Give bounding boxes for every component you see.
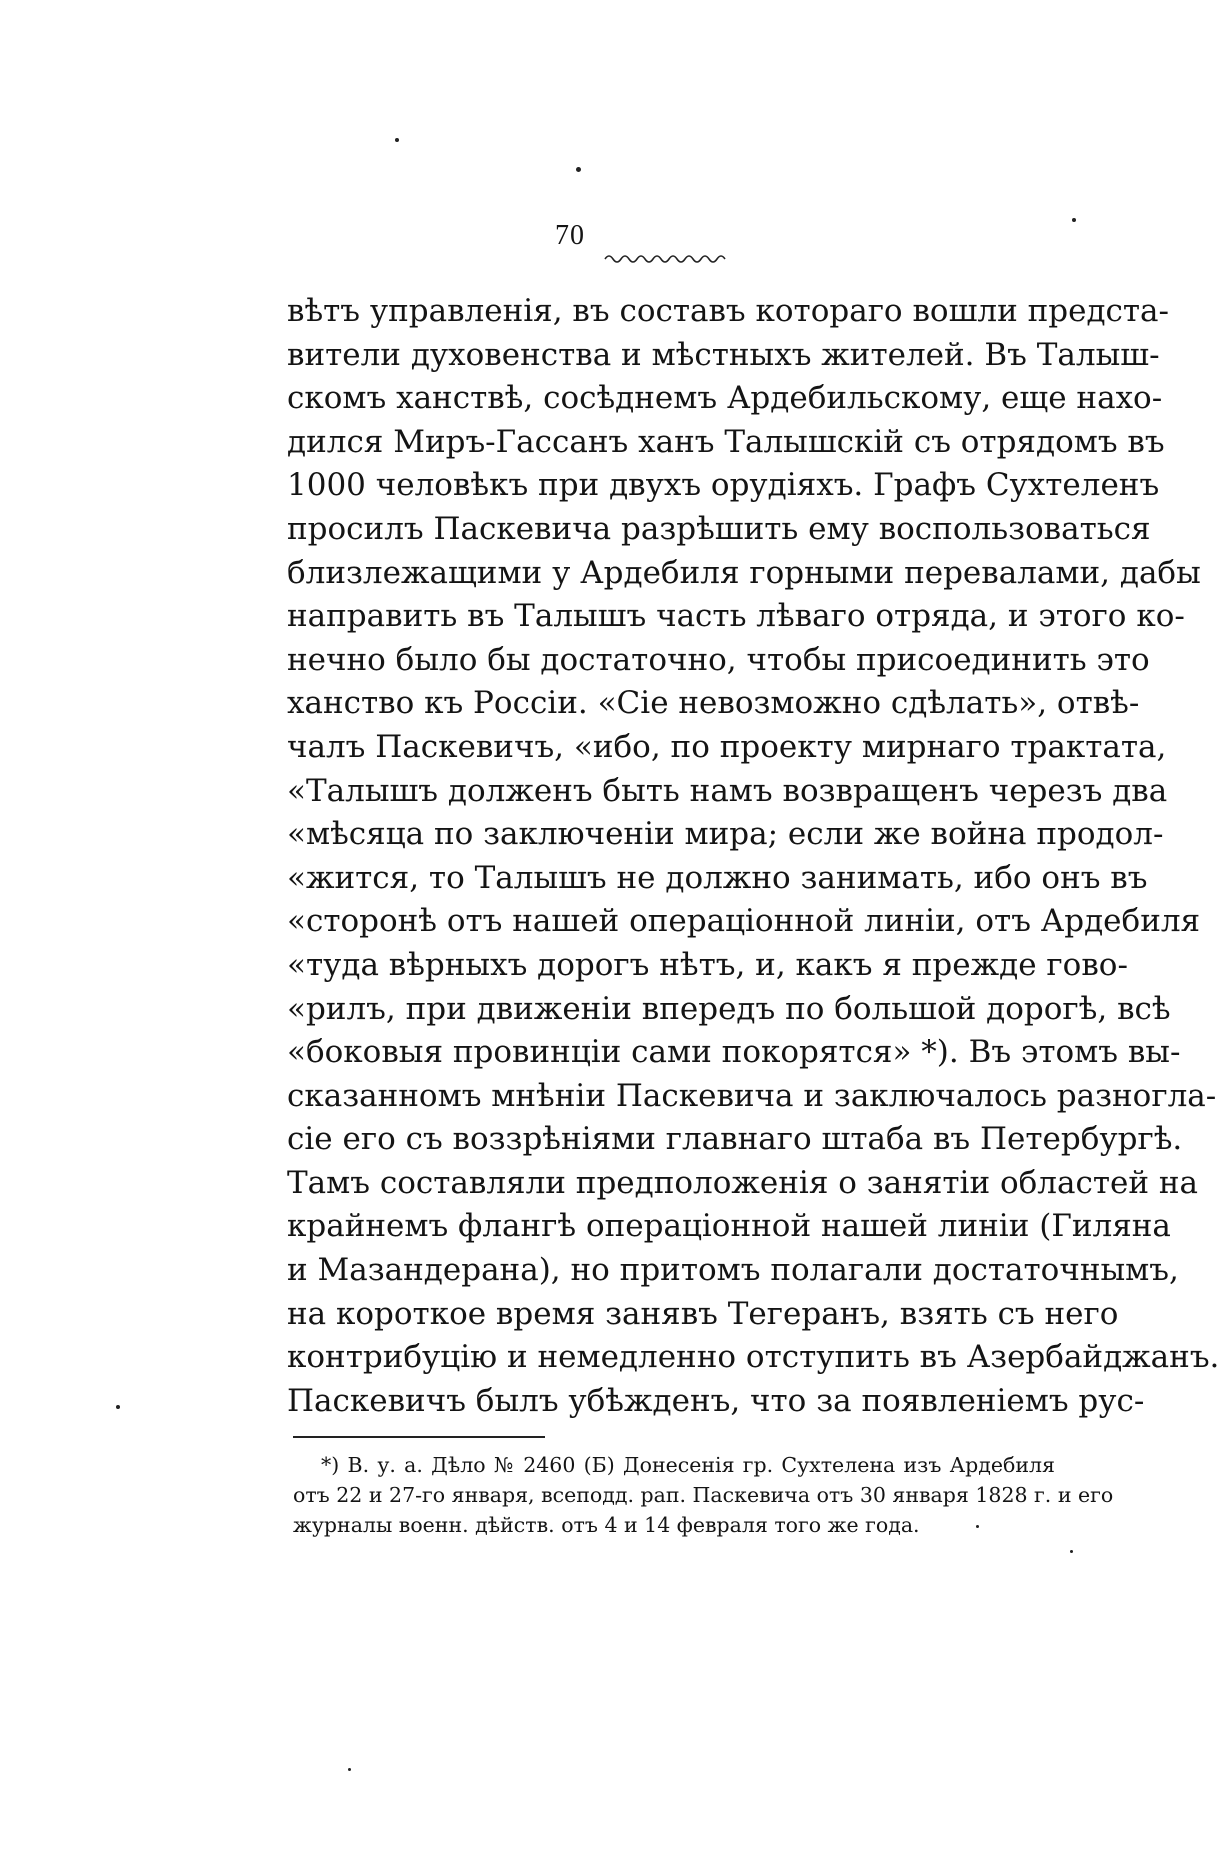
wavy-ornament — [603, 250, 727, 264]
body-line: вѣтъ управленія, въ составъ котораго вошли предста- — [287, 293, 1170, 329]
body-line: нечно было бы достаточно, чтобы присоединить это — [287, 641, 1150, 678]
body-line: и Мазандерана), но притомъ полагали достаточнымъ, — [287, 1252, 1179, 1289]
body-line: крайнемъ флангѣ операціонной нашей линіи (Гиляна — [287, 1208, 1171, 1245]
body-line: контрибуцію и немедленно отступить въ Азербайджанъ. — [287, 1339, 1219, 1376]
body-text — [287, 290, 1219, 1423]
body-line: дился Миръ-Гассанъ ханъ Талышскій съ отрядомъ въ — [287, 423, 1165, 460]
body-line: Паскевичъ былъ убѣжденъ, что за появленіемъ рус- — [287, 1382, 1145, 1419]
page-number: 70 — [555, 220, 585, 251]
scan-speck — [395, 138, 399, 142]
body-line: «жится, то Талышъ не должно занимать, ибо онъ въ — [287, 859, 1148, 896]
body-line: на короткое время занявъ Тегеранъ, взять съ него — [287, 1295, 1119, 1332]
body-line: просилъ Паскевича разрѣшить ему воспользоваться — [287, 510, 1151, 547]
scan-speck — [976, 1525, 979, 1528]
scan-speck — [116, 1405, 120, 1409]
scan-speck — [576, 167, 581, 172]
scan-speck — [1072, 218, 1076, 222]
body-line: ханство къ Россіи. «Сіе невозможно сдѣлать», отвѣ- — [287, 685, 1140, 722]
scan-speck — [1070, 1550, 1073, 1553]
body-line: «туда вѣрныхъ дорогъ нѣтъ, и, какъ я прежде гово- — [287, 946, 1128, 983]
body-line: близлежащими у Ардебиля горными перевалами, дабы — [287, 554, 1201, 591]
body-line: «сторонѣ отъ нашей операціонной линіи, отъ Ардебиля — [287, 903, 1201, 940]
footnote-line: *) В. у. а. Дѣло № 2460 (Б) Донесенія гр. Сухтелена изъ Ардебиля — [321, 1453, 1055, 1477]
body-line: скомъ ханствѣ, сосѣднемъ Ардебильскому, еще нахо- — [287, 380, 1163, 417]
body-line: направить въ Талышъ часть лѣваго отряда, и этого ко- — [287, 598, 1185, 635]
body-line: сіе его съ воззрѣніями главнаго штаба въ Петербургѣ. — [287, 1121, 1183, 1158]
body-line: «рилъ, при движеніи впередъ по большой дорогѣ, всѣ — [287, 990, 1171, 1027]
footnote-line: журналы военн. дѣйств. отъ 4 и 14 февраля того же года. — [293, 1513, 920, 1537]
body-line: чалъ Паскевичъ, «ибо, по проекту мирнаго трактата, — [287, 728, 1167, 765]
body-line: 1000 человѣкъ при двухъ орудіяхъ. Графъ Сухтеленъ — [287, 467, 1160, 504]
body-line: «боковыя провинціи сами покорятся» *). Въ этомъ вы- — [287, 1034, 1181, 1071]
footnote-rule — [293, 1436, 545, 1438]
footnote — [293, 1450, 1114, 1540]
footnote-line: отъ 22 и 27-го января, всеподд. рап. Паскевича отъ 30 января 1828 г. и его — [293, 1483, 1114, 1507]
body-line: «мѣсяца по заключеніи мира; если же война продол- — [287, 816, 1164, 853]
body-line: сказанномъ мнѣніи Паскевича и заключалось разногла- — [287, 1077, 1217, 1114]
scan-speck — [348, 1768, 351, 1771]
body-line: «Талышъ долженъ быть намъ возвращенъ черезъ два — [287, 772, 1168, 809]
body-line: Тамъ составляли предположенія о занятіи областей на — [287, 1164, 1198, 1201]
body-line: вители духовенства и мѣстныхъ жителей. Въ Талыш- — [287, 336, 1160, 373]
